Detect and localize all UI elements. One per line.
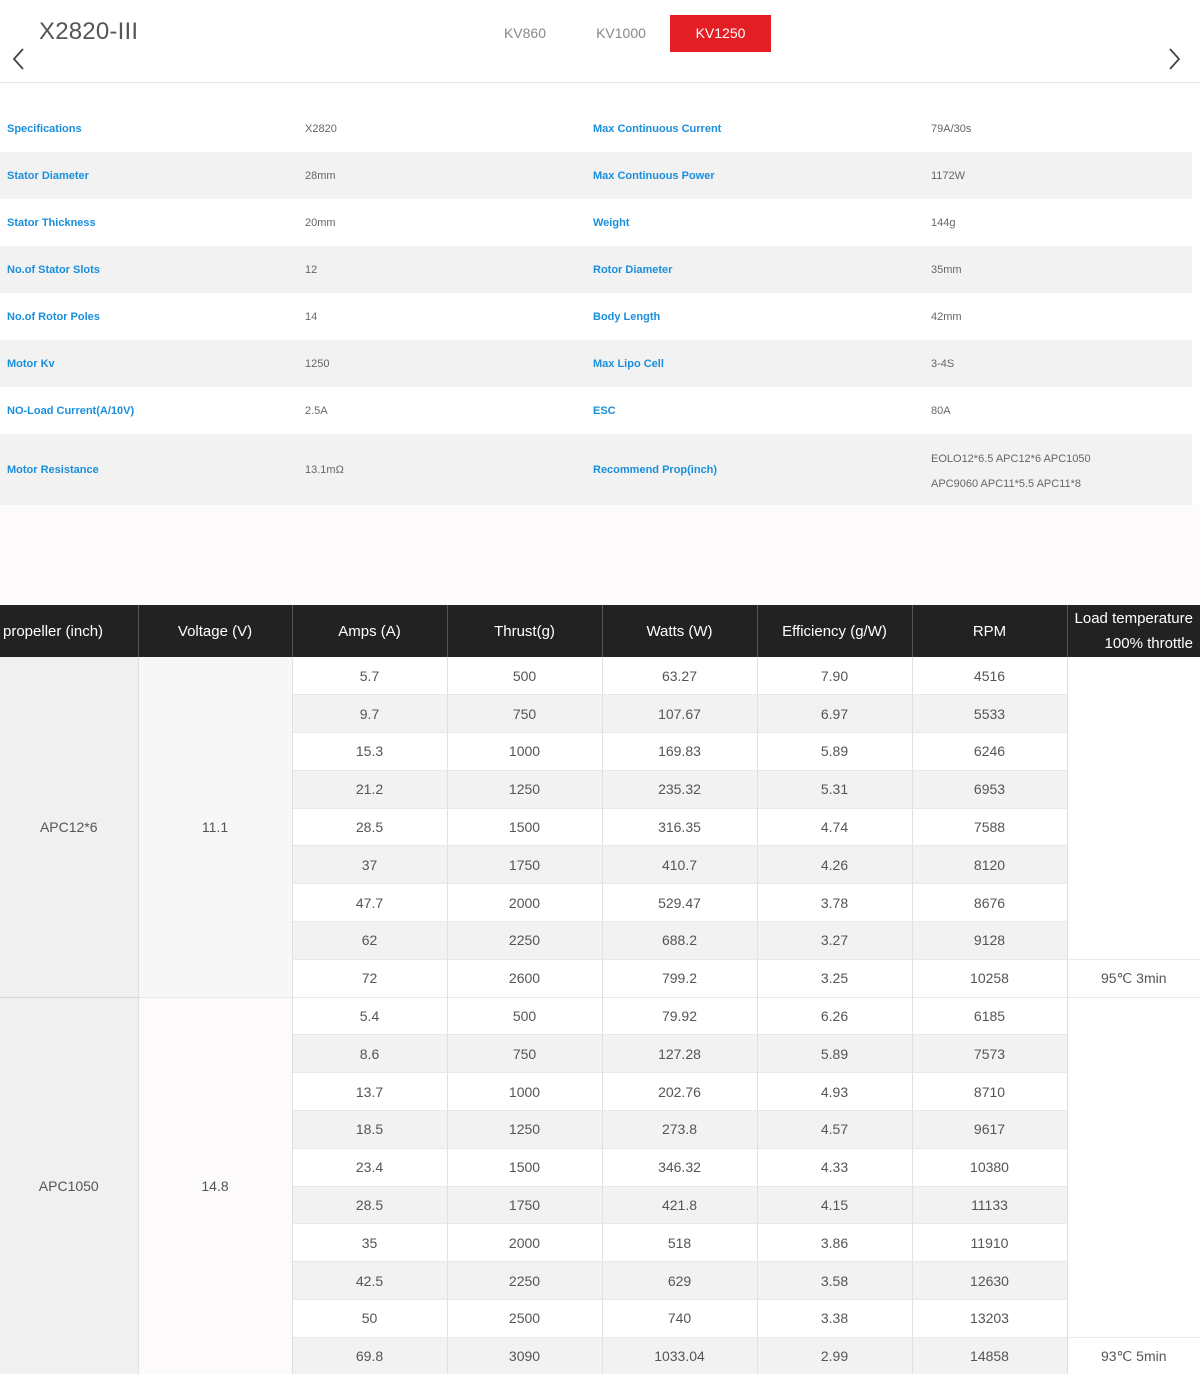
spec-row [0, 246, 1192, 293]
table-header-row [0, 605, 1200, 657]
amps-cell: 9.7 [292, 695, 447, 733]
rpm-cell: 11910 [912, 1224, 1067, 1262]
rpm-cell: 14858 [912, 1337, 1067, 1374]
watts-cell: 107.67 [602, 695, 757, 733]
watts-cell: 799.2 [602, 959, 757, 997]
table-row [0, 997, 1200, 1035]
thrust-cell: 2000 [447, 1224, 602, 1262]
thrust-cell: 750 [447, 1035, 602, 1073]
rpm-cell: 9617 [912, 1111, 1067, 1149]
thrust-cell: 2000 [447, 884, 602, 922]
spec-value: 28mm [305, 169, 336, 182]
header-watts: Watts (W) [602, 605, 757, 657]
spec-label: No.of Stator Slots [7, 263, 100, 276]
thrust-cell: 1250 [447, 1111, 602, 1149]
efficiency-cell: 6.97 [757, 695, 912, 733]
spec-label: Max Continuous Power [593, 169, 715, 182]
temperature-empty-cell [1067, 997, 1200, 1337]
rpm-cell: 11133 [912, 1186, 1067, 1224]
efficiency-cell: 4.74 [757, 808, 912, 846]
efficiency-cell: 3.86 [757, 1224, 912, 1262]
next-arrow-icon[interactable] [1164, 46, 1186, 72]
rpm-cell: 10258 [912, 959, 1067, 997]
watts-cell: 346.32 [602, 1148, 757, 1186]
spec-label: Weight [593, 216, 630, 229]
spec-value: 1172W [931, 169, 966, 182]
rpm-cell: 6246 [912, 733, 1067, 771]
thrust-cell: 1750 [447, 1186, 602, 1224]
rpm-cell: 12630 [912, 1262, 1067, 1300]
voltage-cell: 14.8 [138, 997, 292, 1374]
spec-value: 12 [305, 263, 318, 276]
watts-cell: 169.83 [602, 733, 757, 771]
header-rpm: RPM [912, 605, 1067, 657]
watts-cell: 1033.04 [602, 1337, 757, 1374]
watts-cell: 316.35 [602, 808, 757, 846]
spec-label: Stator Diameter [7, 169, 89, 182]
watts-cell: 518 [602, 1224, 757, 1262]
efficiency-cell: 5.89 [757, 733, 912, 771]
page-title: X2820-III [39, 18, 139, 45]
amps-cell: 23.4 [292, 1148, 447, 1186]
previous-arrow-icon[interactable] [8, 46, 30, 72]
amps-cell: 8.6 [292, 1035, 447, 1073]
spec-row [0, 434, 1192, 505]
thrust-cell: 2600 [447, 959, 602, 997]
thrust-cell: 2500 [447, 1300, 602, 1338]
spec-value: 13.1mΩ [305, 463, 344, 476]
spec-value: 3-4S [931, 357, 955, 370]
product-header [0, 0, 1200, 83]
amps-cell: 50 [292, 1300, 447, 1338]
efficiency-cell: 7.90 [757, 657, 912, 695]
spec-label: Body Length [593, 310, 661, 323]
thrust-cell: 1000 [447, 1073, 602, 1111]
spec-label: Rotor Diameter [593, 263, 673, 276]
spec-value: 20mm [305, 216, 336, 229]
amps-cell: 62 [292, 922, 447, 960]
amps-cell: 42.5 [292, 1262, 447, 1300]
tab-kv860[interactable]: KV860 [503, 25, 547, 41]
amps-cell: 72 [292, 959, 447, 997]
rpm-cell: 6953 [912, 770, 1067, 808]
efficiency-cell: 2.99 [757, 1337, 912, 1374]
header-efficiency: Efficiency (g/W) [757, 605, 912, 657]
rpm-cell: 10380 [912, 1148, 1067, 1186]
spec-row [0, 199, 1192, 246]
thrust-cell: 1000 [447, 733, 602, 771]
spec-label: Specifications [7, 122, 82, 135]
spec-value: 35mm [931, 263, 962, 276]
efficiency-cell: 4.57 [757, 1111, 912, 1149]
spec-label: Motor Resistance [7, 463, 99, 476]
thrust-cell: 1500 [447, 808, 602, 846]
spec-value: 79A/30s [931, 122, 972, 135]
spec-value: 1250 [305, 357, 330, 370]
recommended-props-line-1: EOLO12*6.5 APC12*6 APC1050 [931, 453, 1091, 465]
thrust-cell: 750 [447, 695, 602, 733]
watts-cell: 410.7 [602, 846, 757, 884]
section-spacer [0, 505, 1200, 605]
spec-label: Recommend Prop(inch) [593, 463, 718, 476]
watts-cell: 529.47 [602, 884, 757, 922]
efficiency-cell: 5.89 [757, 1035, 912, 1073]
spec-row [0, 152, 1192, 199]
propeller-cell: APC12*6 [0, 657, 138, 997]
amps-cell: 28.5 [292, 1186, 447, 1224]
rpm-cell: 4516 [912, 657, 1067, 695]
spec-row [0, 105, 1192, 152]
spec-label: No.of Rotor Poles [7, 310, 100, 323]
rpm-cell: 7573 [912, 1035, 1067, 1073]
spec-label: Motor Kv [7, 357, 55, 370]
spec-value: 42mm [931, 310, 962, 323]
spec-value: X2820 [305, 122, 337, 135]
thrust-cell: 1250 [447, 770, 602, 808]
thrust-cell: 1500 [447, 1148, 602, 1186]
watts-cell: 421.8 [602, 1186, 757, 1224]
propeller-cell: APC1050 [0, 997, 138, 1374]
table-row [0, 657, 1200, 695]
rpm-cell: 8676 [912, 884, 1067, 922]
efficiency-cell: 4.15 [757, 1186, 912, 1224]
efficiency-cell: 5.31 [757, 770, 912, 808]
amps-cell: 37 [292, 846, 447, 884]
thrust-cell: 500 [447, 657, 602, 695]
load-temperature-cell: 95℃ 3min [1067, 959, 1200, 997]
header-propeller: propeller (inch) [0, 605, 138, 657]
spec-label: NO-Load Current(A/10V) [7, 404, 135, 417]
rpm-cell: 7588 [912, 808, 1067, 846]
watts-cell: 63.27 [602, 657, 757, 695]
tab-kv1000[interactable]: KV1000 [596, 25, 646, 41]
spec-value: 2.5A [305, 404, 328, 417]
spec-value: 80A [931, 404, 951, 417]
rpm-cell: 8120 [912, 846, 1067, 884]
header-load-temperature [1067, 605, 1200, 657]
watts-cell: 629 [602, 1262, 757, 1300]
watts-cell: 235.32 [602, 770, 757, 808]
spec-value-multiline [931, 434, 1091, 505]
watts-cell: 688.2 [602, 922, 757, 960]
watts-cell: 202.76 [602, 1073, 757, 1111]
efficiency-cell: 3.25 [757, 959, 912, 997]
spec-value: 14 [305, 310, 318, 323]
header-voltage: Voltage (V) [138, 605, 292, 657]
efficiency-cell: 3.38 [757, 1300, 912, 1338]
header-thrust: Thrust(g) [447, 605, 602, 657]
rpm-cell: 9128 [912, 922, 1067, 960]
spec-row [0, 340, 1192, 387]
watts-cell: 273.8 [602, 1111, 757, 1149]
rpm-cell: 6185 [912, 997, 1067, 1035]
spec-label: ESC [593, 404, 616, 417]
rpm-cell: 13203 [912, 1300, 1067, 1338]
spec-label: Max Continuous Current [593, 122, 722, 135]
watts-cell: 740 [602, 1300, 757, 1338]
thrust-cell: 1750 [447, 846, 602, 884]
performance-table [0, 605, 1200, 1374]
watts-cell: 79.92 [602, 997, 757, 1035]
amps-cell: 28.5 [292, 808, 447, 846]
load-temperature-cell: 93℃ 5min [1067, 1337, 1200, 1374]
amps-cell: 47.7 [292, 884, 447, 922]
efficiency-cell: 3.58 [757, 1262, 912, 1300]
efficiency-cell: 3.78 [757, 884, 912, 922]
efficiency-cell: 4.33 [757, 1148, 912, 1186]
amps-cell: 18.5 [292, 1111, 447, 1149]
spec-value: 144g [931, 216, 956, 229]
tab-kv1250[interactable]: KV1250 [670, 15, 771, 52]
amps-cell: 69.8 [292, 1337, 447, 1374]
rpm-cell: 8710 [912, 1073, 1067, 1111]
efficiency-cell: 3.27 [757, 922, 912, 960]
spec-row [0, 293, 1192, 340]
thrust-cell: 2250 [447, 922, 602, 960]
thrust-cell: 2250 [447, 1262, 602, 1300]
table-body [0, 657, 1200, 1374]
header-load-temperature-line-1: Load temperature [1074, 610, 1193, 627]
voltage-cell: 11.1 [138, 657, 292, 997]
efficiency-cell: 6.26 [757, 997, 912, 1035]
amps-cell: 13.7 [292, 1073, 447, 1111]
amps-cell: 15.3 [292, 733, 447, 771]
thrust-cell: 3090 [447, 1337, 602, 1374]
watts-cell: 127.28 [602, 1035, 757, 1073]
efficiency-cell: 4.93 [757, 1073, 912, 1111]
header-amps: Amps (A) [292, 605, 447, 657]
spec-label: Stator Thickness [7, 216, 96, 229]
recommended-props-line-2: APC9060 APC11*5.5 APC11*8 [931, 478, 1082, 490]
amps-cell: 21.2 [292, 770, 447, 808]
amps-cell: 5.4 [292, 997, 447, 1035]
spec-label: Max Lipo Cell [593, 357, 664, 370]
spec-row [0, 387, 1192, 434]
amps-cell: 5.7 [292, 657, 447, 695]
amps-cell: 35 [292, 1224, 447, 1262]
header-load-temperature-line-2: 100% throttle [1104, 635, 1193, 652]
rpm-cell: 5533 [912, 695, 1067, 733]
thrust-cell: 500 [447, 997, 602, 1035]
specifications-table [0, 105, 1192, 505]
temperature-empty-cell [1067, 657, 1200, 959]
efficiency-cell: 4.26 [757, 846, 912, 884]
